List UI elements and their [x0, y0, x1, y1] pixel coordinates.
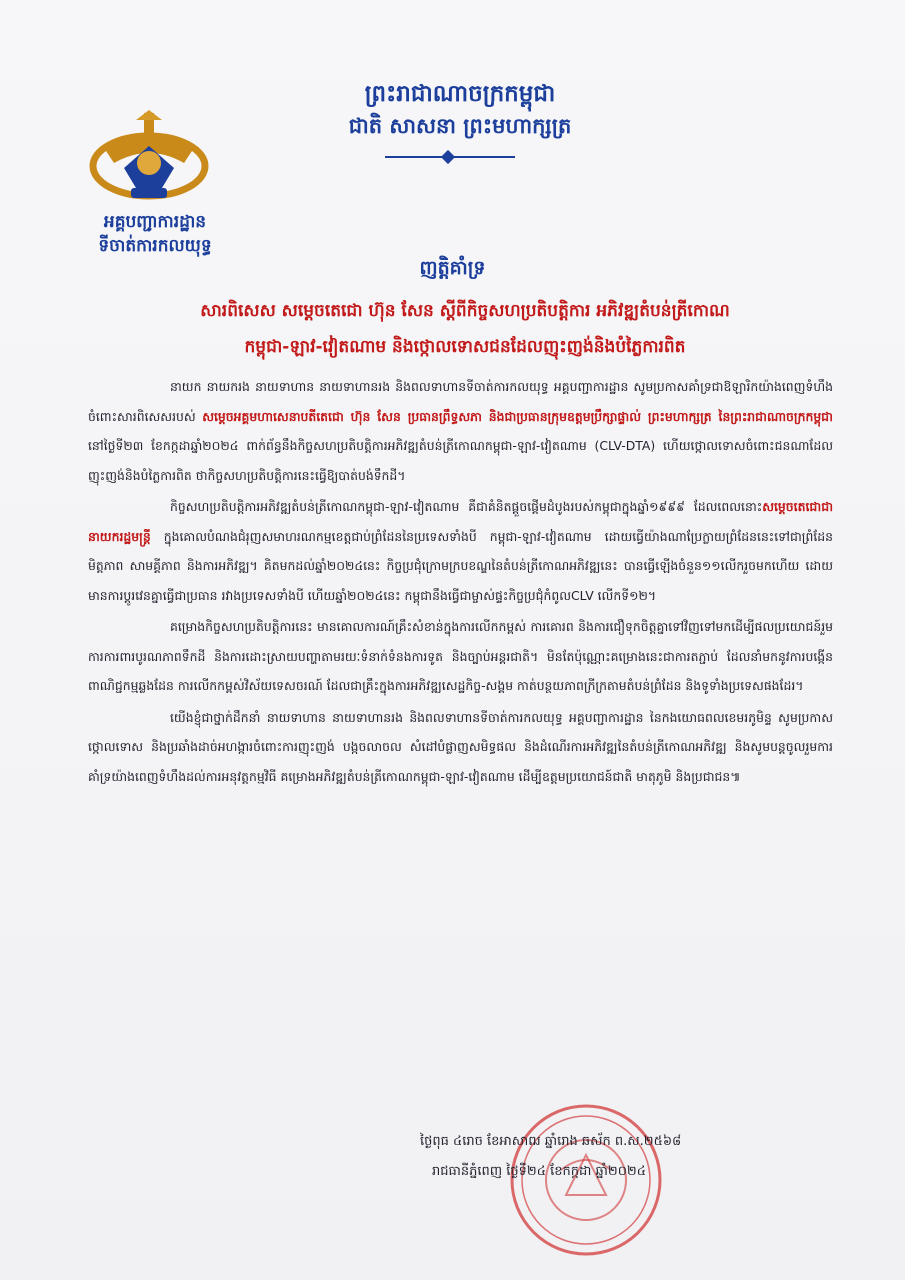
signature-block [420, 1127, 820, 1187]
paragraph-1-highlight: សម្តេចអគ្គមហាសេនាបតីតេជោ ហ៊ុន សែន ប្រធានព្រឹទ្ធសភា និងជាប្រធានក្រុមឧត្តមប្រឹក្សាផ្ទាល់ ព្រះមហាក្សត្រ នៃព្រះរាជាណាចក្រកម្ពុជា [202, 408, 833, 424]
unit-line-2: ទីចាត់ការកលយុទ្ធ [98, 236, 212, 256]
paragraph-3: គម្រោងកិច្ចសហប្រតិបត្តិការនេះ មានគោលការណ៍គ្រឹះសំខាន់ក្នុងការលើកកម្ពស់ ការគោរព និងការជឿទុកចិត្តគ្នាទៅវិញទៅមកដើម្បីផលប្រយោជន៍រួម ការការពារបូរណភាពទឹកដី និងការដោះស្រាយបញ្ហាតាមរយៈទំនាក់ទំនងការទូត និងច្បាប់អន្តរជាតិ។ មិនតែប៉ុណ្ណោះគម្រោងនេះជាការតភ្ជាប់ ដែលនាំមកនូវការបង្កើនពាណិជ្ជកម្មឆ្លងដែន ការលើកកម្ពស់វិស័យទេសចរណ៍ ដែលជាគ្រឹះក្នុងការអភិវឌ្ឍសេដ្ឋកិច្ច-សង្គម កាត់បន្ថយភាពក្រីក្រតាមតំបន់ព្រំដែន និងទូទាំងប្រទេសផងដែរ។ [88, 619, 833, 693]
kingdom-name: ព្រះរាជាណាចក្រកម្ពុជា [364, 81, 556, 107]
document-type: ញត្តិគាំទ្រ [419, 257, 486, 279]
place-date: រាជធានីភ្នំពេញ ថ្ងៃទី២៤ ខែកក្កដា ឆ្នាំ២០២៤ [432, 1164, 646, 1179]
paragraph-2-text-a: កិច្ចសហប្រតិបត្តិការអភិវឌ្ឍតំបន់ត្រីកោណកម្ពុជា-ឡាវ-វៀតណាម គឺជាគំនិតផ្តួចផ្តើមដំបូងរបស់កម្ពុជាក្នុងឆ្នាំ១៩៩៩ ដែលពេលនោះ [170, 499, 763, 514]
paragraph-1-text-b: នៅថ្ងៃទី២៣ ខែកក្កដាឆ្នាំ២០២៤ ពាក់ព័ន្ធនឹងកិច្ចសហប្រតិបត្តិការអភិវឌ្ឍតំបន់ត្រីកោណកម្ពុជា-ឡាវ-វៀតណាម (CLV-DTA) ហើយថ្កោលទោសចំពោះជនណាដែលញុះញង់និងបំភ្លៃការពិត ថាកិច្ចសហប្រតិបត្តិការនេះធ្វើឱ្យបាត់បង់ទឹកដី។ [88, 438, 833, 483]
national-motto: ជាតិ សាសនា ព្រះមហាក្សត្រ [348, 114, 572, 138]
military-emblem-icon [84, 108, 214, 208]
lunar-date: ថ្ងៃពុធ ៤រោច ខែអាសាឍ ឆ្នាំរោង ឆស័ក ព.ស.២៥៦៨ [420, 1134, 682, 1149]
paragraph-1-text-a: នាយក នាយករង នាយទាហាន នាយទាហានរង និងពលទាហានទីចាត់ការកលយុទ្ធ អគ្គបញ្ជាការដ្ឋាន សូមប្រកាសគាំទ្រជាឱឡារិកយ៉ាងពេញទំហឹងចំពោះសារពិសេសរបស់ [88, 379, 833, 424]
paragraph-1 [88, 372, 833, 490]
document-body [88, 372, 833, 793]
document-title [70, 293, 860, 365]
issuing-unit [60, 210, 250, 258]
paragraph-4: យើងខ្ញុំជាថ្នាក់ដឹកនាំ នាយទាហាន នាយទាហានរង និងពលទាហានទីចាត់ការកលយុទ្ធ អគ្គបញ្ជាការដ្ឋាន នៃកងយោធពលខេមរភូមិន្ទ សូមប្រកាសថ្កោលទោស និងប្រឆាំងដាច់អហង្ការចំពោះការញុះញង់ បង្កចលាចល សំដៅបំផ្លាញសមិទ្ធផល និងដំណើរការអភិវឌ្ឍនៃតំបន់ត្រីកោណអភិវឌ្ឍ និងសូមបន្តចូលរួមការគាំទ្រយ៉ាងពេញទំហឹងដល់ការអនុវត្តកម្មវិធី គម្រោងអភិវឌ្ឍតំបន់ត្រីកោណកម្ពុជា-ឡាវ-វៀតណាម ដើម្បីឧត្តមប្រយោជន៍ជាតិ មាតុភូមិ និងប្រជាជន៕ [88, 709, 833, 784]
ornamental-divider [385, 156, 515, 158]
title-line-2: កម្ពុជា-ឡាវ-វៀតណាម និងថ្កោលទោសជនដែលញុះញង់និងបំភ្លៃការពិត [244, 337, 686, 357]
kingdom-header [250, 78, 670, 142]
paragraph-2 [88, 492, 833, 610]
paragraph-2-highlight: សម្តេចតេជោជានាយករដ្ឋមន្ត្រី [88, 499, 833, 544]
title-line-1: សារពិសេស សម្តេចតេជោ ហ៊ុន សែន ស្តីពីកិច្ចសហប្រតិបត្តិការ អភិវឌ្ឍតំបន់ត្រីកោណ [200, 301, 730, 321]
unit-line-1: អគ្គបញ្ជាការដ្ឋាន [103, 212, 207, 232]
paragraph-2-text-b: ក្នុងគោលបំណងជំរុញសមាហរណកម្មខេត្តជាប់ព្រំដែននៃប្រទេសទាំងបី កម្ពុជា-ឡាវ-វៀតណាម ដោយធ្វើយ៉ាងណាប្រែក្លាយព្រំដែននេះទៅជាព្រំដែនមិត្តភាព សាមគ្គីភាព និងការអភិវឌ្ឍ។ គិតមកដល់ឆ្នាំ២០២៤នេះ កិច្ចប្រជុំក្រោមក្របខណ្ឌនៃតំបន់ត្រីកោណអភិវឌ្ឍនេះ បានធ្វើឡើងចំនួន១១លើករួចមកហើយ ដោយមានការប្តូរវេនគ្នាធ្វើជាប្រធាន រវាងប្រទេសទាំងបី ហើយឆ្នាំ២០២៤នេះ កម្ពុជានឹងធ្វើជាម្ចាស់ផ្ទះកិច្ចប្រជុំកំពូលCLV លើកទី១២។ [88, 528, 833, 603]
